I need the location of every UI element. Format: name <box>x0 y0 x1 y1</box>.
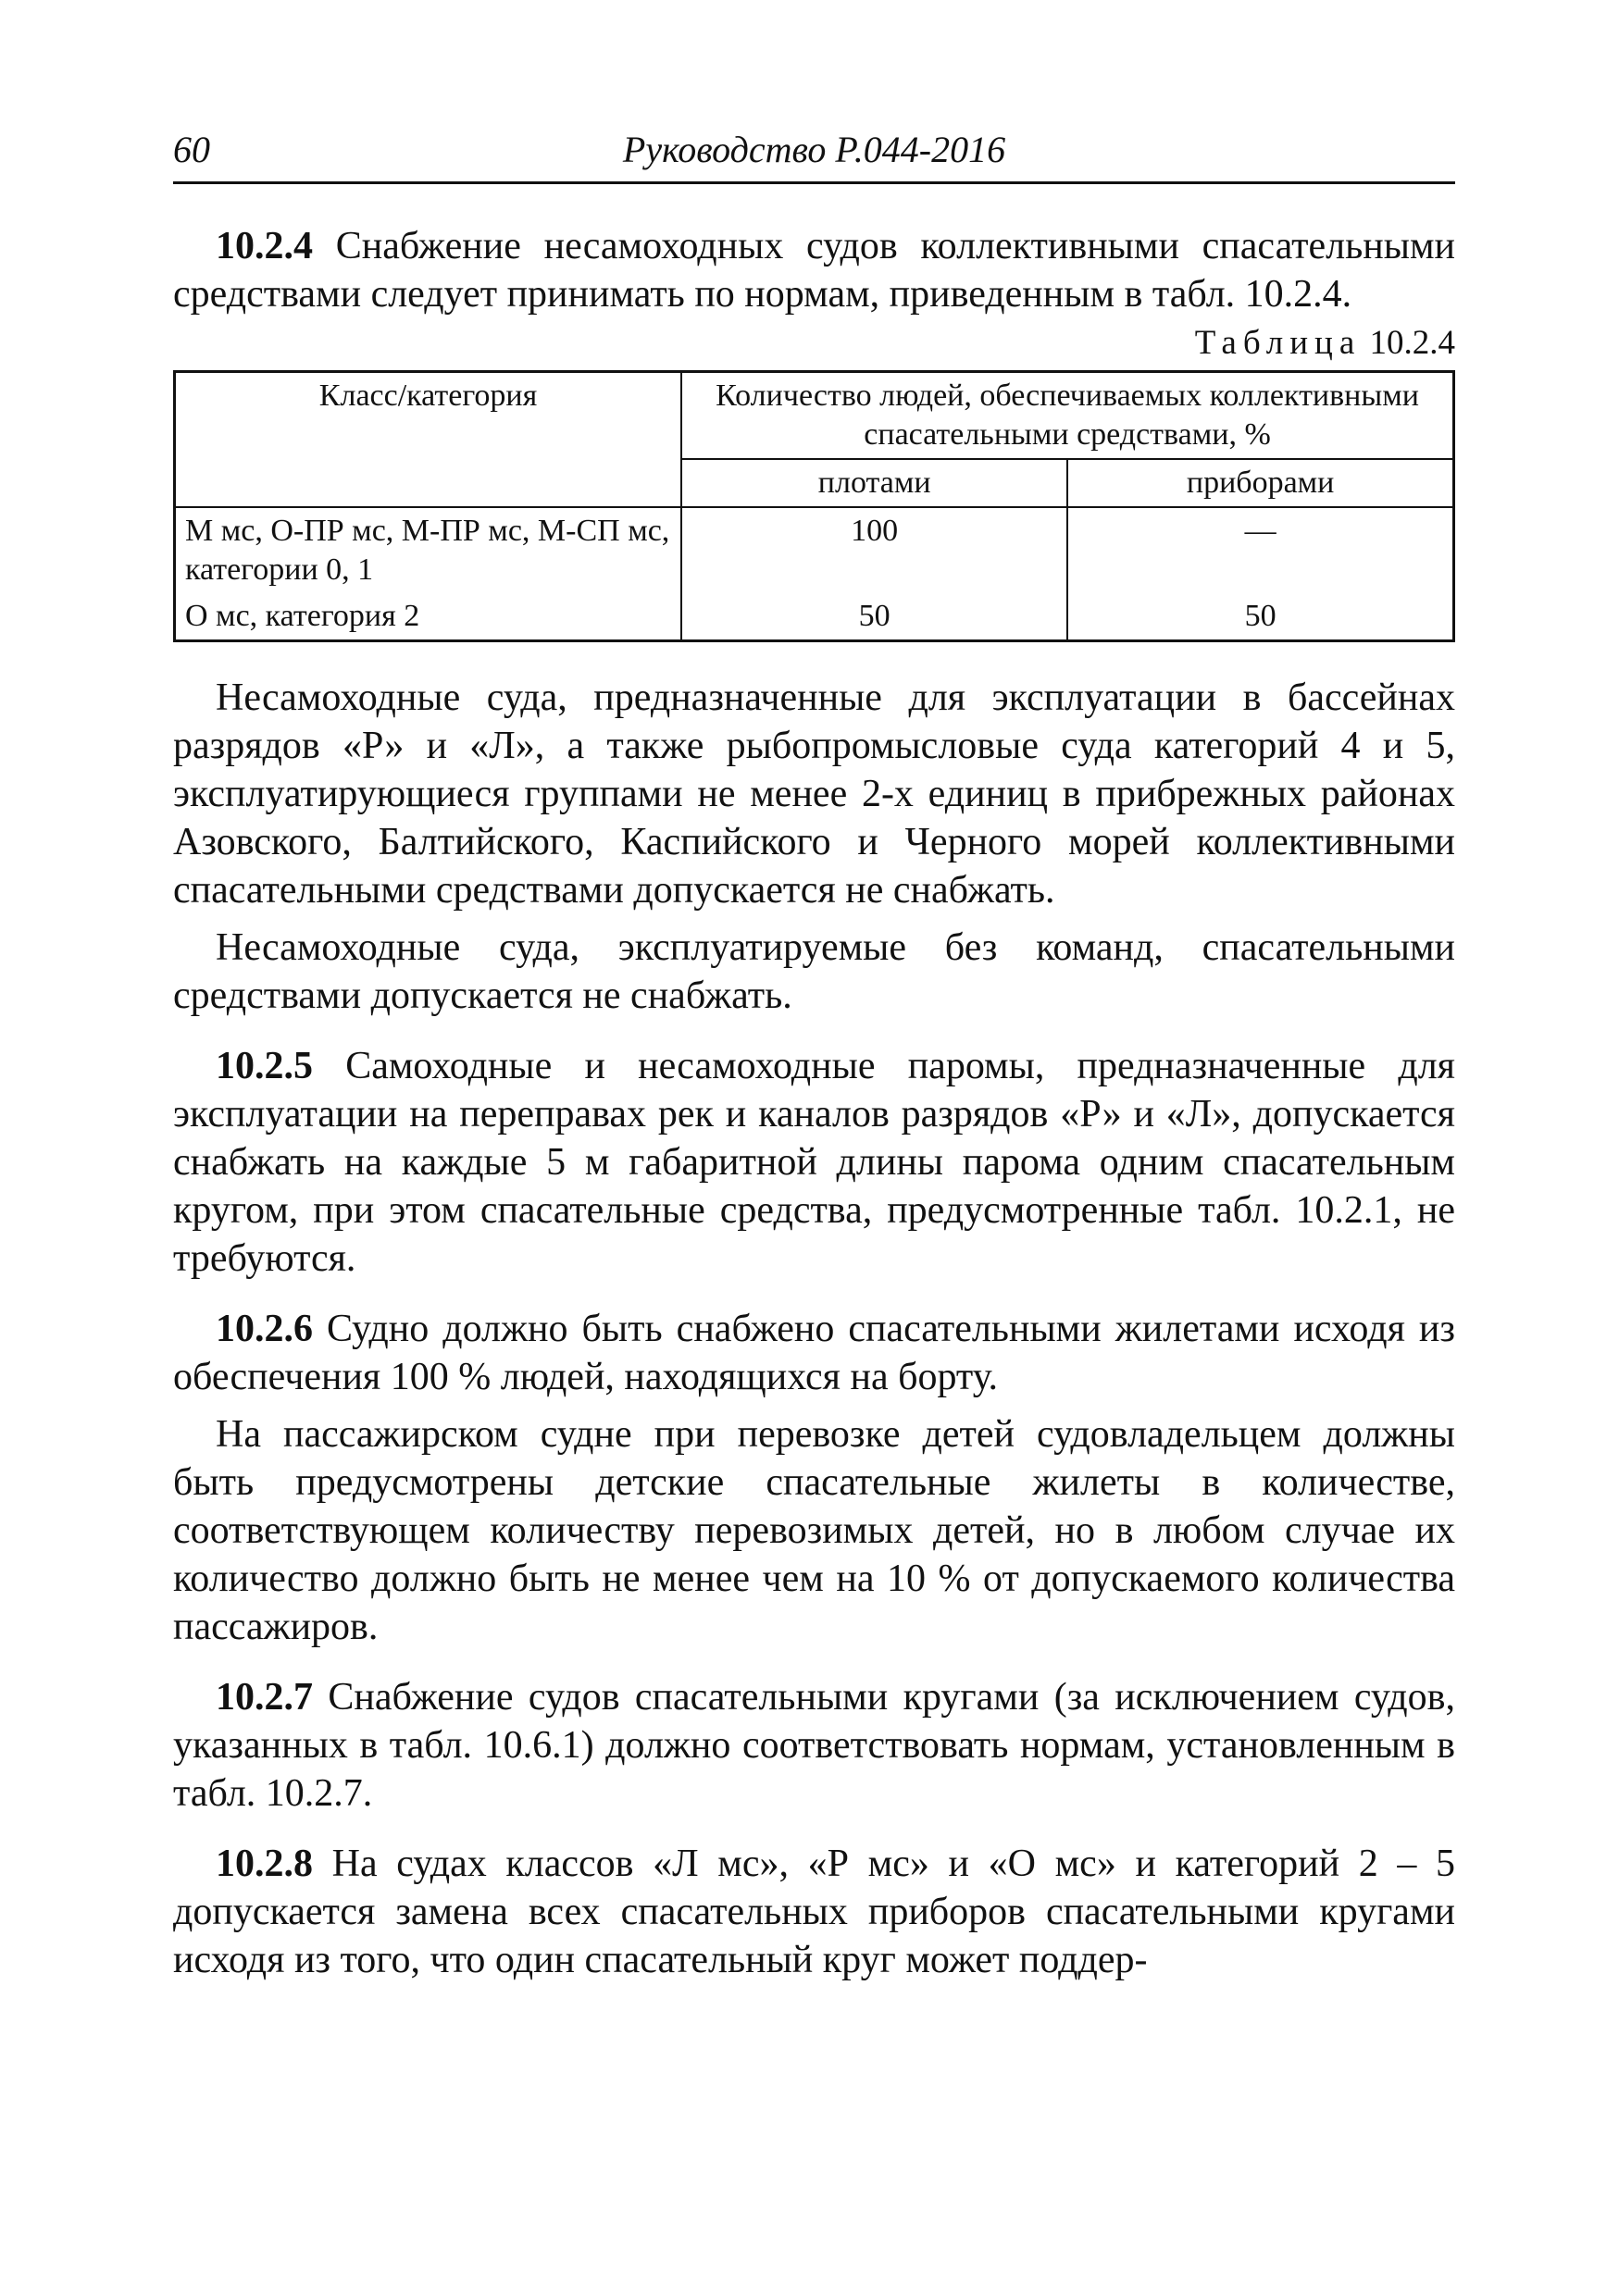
paragraph: На пассажирском судне при перевозке детей судовладельцем должны быть предусмотрены детские спасательные жилеты в количестве, соответствующем количеству перевозимых детей, но в любом случае их количество должно быть не менее чем на 10 % от допускаемого количества пассажиров. <box>173 1413 1455 1648</box>
section-text: Судно должно быть снабжено спасательными жилетами исходя из обеспечения 100 % людей, находящихся на борту. <box>173 1308 1455 1398</box>
section-number: 10.2.8 <box>216 1843 313 1885</box>
col-rafts-header: плотами <box>681 459 1067 507</box>
page-header <box>173 128 1455 184</box>
col-devices-header: приборами <box>1067 459 1453 507</box>
section-10-2-4 <box>173 222 1455 318</box>
devices-cell: 50 <box>1244 599 1277 633</box>
section-text: Снабжение несамоходных судов коллективными спасательными средствами следует принимать по нормам, приведенным в табл. 10.2.4. <box>173 225 1455 316</box>
col-group-header: Количество людей, обеспечиваемых коллективными спасательными средствами, % <box>681 372 1453 460</box>
page-body <box>173 222 1455 1984</box>
paragraph: Несамоходные суда, предназначенные для эксплуатации в бассейнах разрядов «Р» и «Л», а также рыбопромысловые суда категорий 4 и 5, эксплуатирующиеся группами не менее 2-х единиц в прибрежных районах Азовского, Балтийского, Каспийского и Черного морей коллективными спасательными средствами допускается не снабжать. <box>173 676 1455 912</box>
section-text: Снабжение судов спасательными кругами (за исключением судов, указанных в табл. 10.6.1) должно соответствовать нормам, установленным в табл. 10.2.7. <box>173 1676 1455 1815</box>
section-number: 10.2.4 <box>216 225 313 267</box>
section-10-2-5 <box>173 1042 1455 1283</box>
table-caption-number: 10.2.4 <box>1361 324 1455 362</box>
class-cell: О мс, категория 2 <box>175 593 682 641</box>
table-caption <box>173 322 1455 365</box>
section-10-2-6 <box>173 1305 1455 1401</box>
table-row <box>175 507 1454 593</box>
devices-cell: — <box>1244 514 1277 548</box>
section-number: 10.2.5 <box>216 1045 313 1087</box>
section-text: Самоходные и несамоходные паромы, предназначенные для эксплуатации на переправах рек и каналов разрядов «Р» и «Л», допускается снабжать на каждые 5 м габаритной длины парома одним спасательным кругом, при этом спасательные средства, предусмотренные табл. 10.2.1, не требуются. <box>173 1045 1455 1280</box>
table-header-row <box>175 372 1454 460</box>
table-row <box>175 593 1454 641</box>
page-number: 60 <box>173 129 210 170</box>
section-number: 10.2.6 <box>216 1308 313 1350</box>
norms-table <box>173 370 1455 642</box>
section-text: На судах классов «Л мс», «Р мс» и «О мс» и категорий 2 – 5 допускается замена всех спасательных приборов спасательными кругами исходя из того, что один спасательный круг может поддер- <box>173 1843 1455 1981</box>
rafts-cell: 100 <box>681 507 1067 593</box>
class-cell: М мс, О-ПР мс, М-ПР мс, М-СП мс, категории 0, 1 <box>175 507 682 593</box>
col-class-header: Класс/категория <box>175 372 682 508</box>
rafts-cell: 50 <box>681 593 1067 641</box>
running-title: Руководство Р.044-2016 <box>622 129 1006 170</box>
paragraph: Несамоходные суда, эксплуатируемые без команд, спасательными средствами допускается не снабжать. <box>173 926 1455 1017</box>
section-10-2-7 <box>173 1673 1455 1818</box>
table-caption-word: Таблица <box>1194 324 1362 362</box>
section-number: 10.2.7 <box>216 1676 313 1719</box>
section-10-2-8 <box>173 1840 1455 1984</box>
